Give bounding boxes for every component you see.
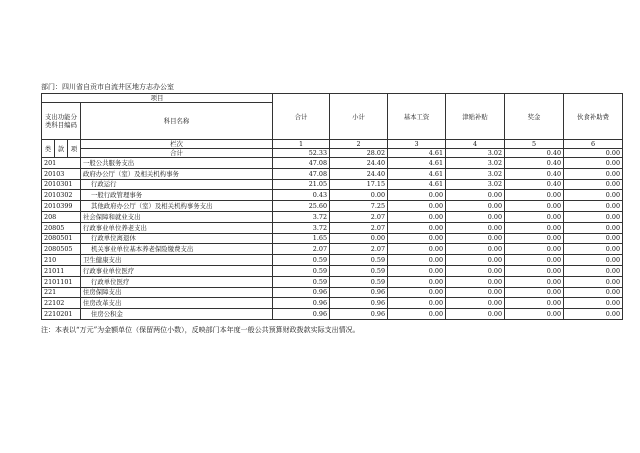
row-value: 0.00 [564,190,623,201]
row-value: 0.00 [564,233,623,244]
row-subject-name: 行政运行 [81,179,273,190]
table-row [42,211,623,222]
table-row [42,179,623,190]
row-value: 17.15 [330,179,388,190]
row-value: 0.96 [273,287,330,298]
header-lanci: 栏次 [81,140,273,149]
row-value: 3.02 [446,179,505,190]
row-code: 221 [42,287,81,298]
row-subject-name: 住房改革支出 [81,298,273,309]
row-code: 2010301 [42,179,81,190]
row-value: 0.00 [505,244,564,255]
total-value: 52.33 [273,149,330,158]
row-value: 0.00 [446,201,505,212]
row-value: 0.00 [505,276,564,287]
row-value: 0.59 [273,255,330,266]
row-code: 2010399 [42,201,81,212]
row-value: 0.00 [388,298,446,309]
row-value: 0.00 [564,222,623,233]
row-code: 20103 [42,168,81,179]
total-value: 0.00 [564,149,623,158]
table-row [42,298,623,309]
header-kuan: 款 [55,140,68,158]
row-value: 0.00 [388,276,446,287]
row-value: 0.00 [505,309,564,320]
row-value: 0.00 [388,222,446,233]
row-value: 0.00 [564,309,623,320]
row-value: 0.00 [564,287,623,298]
row-value: 0.00 [388,265,446,276]
row-code: 208 [42,211,81,222]
row-value: 0.00 [564,298,623,309]
table-body [42,158,623,320]
header-basic-salary: 基本工资 [388,94,446,140]
row-value: 24.40 [330,168,388,179]
row-value: 2.07 [330,244,388,255]
table-row [42,201,623,212]
row-subject-name: 行政单位医疗 [81,276,273,287]
row-value: 0.40 [505,158,564,169]
row-value: 0.59 [330,255,388,266]
row-code: 2010302 [42,190,81,201]
row-code: 2101101 [42,276,81,287]
row-value: 0.00 [446,287,505,298]
row-value: 0.00 [564,179,623,190]
row-subject-name: 社会保障和就业支出 [81,211,273,222]
table-row [42,158,623,169]
heji-row-label: 合计 [81,149,273,158]
header-func-class-code: 支出功能分类科目编码 [42,103,81,140]
table-row [42,265,623,276]
row-value: 3.02 [446,168,505,179]
table-row [42,255,623,266]
row-value: 0.00 [446,265,505,276]
expenditure-table [41,93,623,320]
row-value: 0.00 [505,287,564,298]
header-subject-name: 科目名称 [81,103,273,140]
row-value: 0.00 [388,190,446,201]
header-lei: 类 [42,140,55,158]
header-bonus: 奖金 [505,94,564,140]
row-value: 4.61 [388,168,446,179]
header-total: 合计 [273,94,330,140]
row-value: 0.00 [564,158,623,169]
row-value: 0.43 [273,190,330,201]
row-value: 2.07 [273,244,330,255]
row-value: 25.60 [273,201,330,212]
department-label: 部门：四川省自贡市自流井区地方志办公室 [41,83,174,91]
row-value: 47.08 [273,158,330,169]
row-value: 0.59 [330,276,388,287]
table-row [42,222,623,233]
row-value: 0.00 [446,233,505,244]
row-value: 0.00 [446,211,505,222]
total-value: 4.61 [388,149,446,158]
row-code: 22102 [42,298,81,309]
row-value: 0.00 [388,233,446,244]
row-value: 2.07 [330,211,388,222]
total-value: 0.40 [505,149,564,158]
row-value: 0.00 [446,222,505,233]
row-subject-name: 机关事业单位基本养老保险缴费支出 [81,244,273,255]
col-num-2: 2 [330,140,388,149]
row-value: 0.00 [388,211,446,222]
col-num-6: 6 [564,140,623,149]
row-value: 0.96 [273,298,330,309]
table-row [42,233,623,244]
row-value: 21.05 [273,179,330,190]
row-value: 24.40 [330,158,388,169]
table-row [42,287,623,298]
row-value: 1.65 [273,233,330,244]
row-value: 0.00 [505,222,564,233]
table-row [42,190,623,201]
row-value: 0.59 [273,276,330,287]
row-subject-name: 行政事业单位医疗 [81,265,273,276]
row-value: 47.08 [273,168,330,179]
row-value: 0.00 [388,287,446,298]
row-code: 2210201 [42,309,81,320]
row-value: 4.61 [388,158,446,169]
row-subject-name: 一般公共服务支出 [81,158,273,169]
row-value: 0.00 [388,309,446,320]
row-value: 0.00 [505,255,564,266]
row-value: 3.72 [273,211,330,222]
header-project: 项目 [42,94,273,103]
row-subject-name: 行政单位离退休 [81,233,273,244]
row-subject-name: 一般行政管理事务 [81,190,273,201]
table-row [42,309,623,320]
row-value: 0.00 [505,265,564,276]
table-header [42,94,623,158]
col-num-5: 5 [505,140,564,149]
footnote: 注：本表以“万元”为金额单位（保留两位小数），反映部门本年度一般公共预算财政拨款实际支出情况。 [41,326,360,334]
row-code: 2080501 [42,233,81,244]
row-value: 0.00 [505,201,564,212]
row-subject-name: 其他政府办公厅（室）及相关机构事务支出 [81,201,273,212]
row-value: 0.00 [388,201,446,212]
row-code: 21011 [42,265,81,276]
row-value: 2.07 [330,222,388,233]
row-code: 210 [42,255,81,266]
header-allowance: 津贴补贴 [446,94,505,140]
row-value: 3.02 [446,158,505,169]
row-value: 0.00 [505,211,564,222]
row-value: 0.96 [330,298,388,309]
row-value: 0.00 [564,244,623,255]
row-value: 0.00 [330,190,388,201]
row-subject-name: 住房公积金 [81,309,273,320]
col-num-3: 3 [388,140,446,149]
row-value: 0.00 [505,298,564,309]
row-value: 0.96 [273,309,330,320]
row-value: 0.00 [505,190,564,201]
table-row [42,168,623,179]
row-value: 0.00 [446,309,505,320]
row-value: 0.96 [330,309,388,320]
row-value: 0.96 [330,287,388,298]
col-num-4: 4 [446,140,505,149]
row-value: 0.00 [564,168,623,179]
row-subject-name: 政府办公厅（室）及相关机构事务 [81,168,273,179]
row-value: 3.72 [273,222,330,233]
row-value: 0.00 [564,201,623,212]
row-value: 0.40 [505,179,564,190]
row-value: 0.59 [330,265,388,276]
row-subject-name: 住房保障支出 [81,287,273,298]
header-meal-subsidy: 伙食补助费 [564,94,623,140]
row-subject-name: 卫生健康支出 [81,255,273,266]
row-value: 0.00 [564,211,623,222]
table-row [42,244,623,255]
total-value: 28.02 [330,149,388,158]
row-value: 0.40 [505,168,564,179]
row-value: 0.00 [388,255,446,266]
total-value: 3.02 [446,149,505,158]
header-xiang: 项 [68,140,81,158]
row-value: 0.00 [564,265,623,276]
row-value: 0.00 [564,276,623,287]
row-value: 0.00 [446,255,505,266]
row-value: 0.00 [446,276,505,287]
row-value: 0.00 [330,233,388,244]
header-subtotal: 小计 [330,94,388,140]
row-subject-name: 行政事业单位养老支出 [81,222,273,233]
row-code: 20805 [42,222,81,233]
row-value: 0.00 [446,298,505,309]
col-num-1: 1 [273,140,330,149]
row-value: 0.00 [505,233,564,244]
row-value: 0.00 [446,190,505,201]
row-value: 0.00 [564,255,623,266]
row-value: 0.00 [446,244,505,255]
row-value: 7.25 [330,201,388,212]
row-value: 0.00 [388,244,446,255]
row-value: 4.61 [388,179,446,190]
row-code: 201 [42,158,81,169]
row-code: 2080505 [42,244,81,255]
table-row [42,276,623,287]
row-value: 0.59 [273,265,330,276]
